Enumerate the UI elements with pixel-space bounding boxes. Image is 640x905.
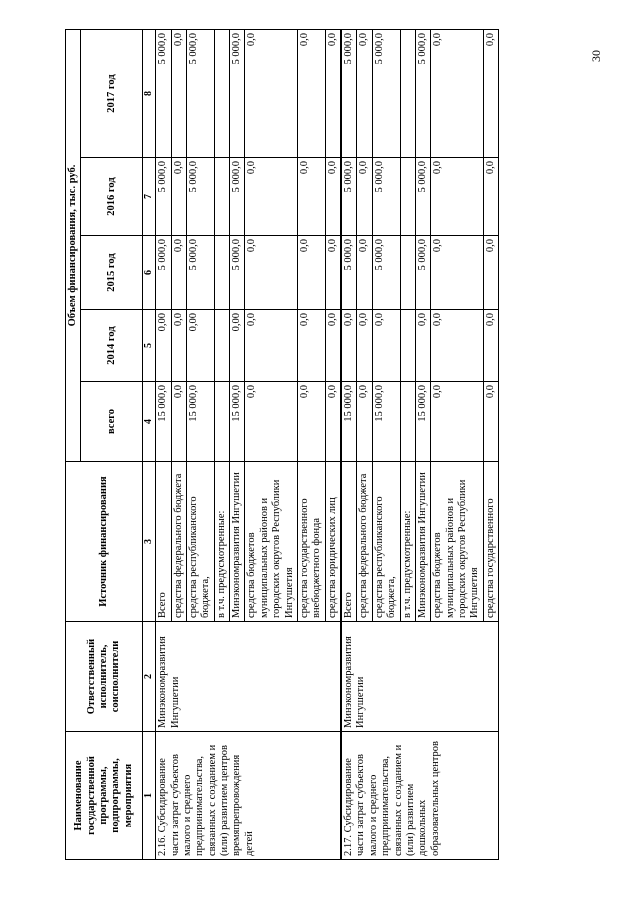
- funding-value: 0,0: [431, 310, 484, 382]
- funding-value: 0,0: [297, 30, 325, 158]
- funding-value: 0,0: [171, 382, 186, 462]
- funding-value: 0,00: [186, 310, 214, 382]
- funding-value: [214, 236, 229, 310]
- funding-source: средства бюджетов муниципальных районов и городских округов Республики Ингушетия: [245, 462, 298, 622]
- funding-value: 5 000,0: [230, 158, 245, 236]
- column-number: 4: [143, 382, 156, 462]
- page-number: 30: [589, 50, 603, 62]
- funding-value: 5 000,0: [341, 30, 357, 158]
- funding-value: [400, 310, 415, 382]
- measure-name: 2.17. Субсидирование части затрат субъектов малого и среднего предпринимательства, связанных с созданием и (или) развитием дошкольных образовательных центров: [341, 732, 499, 860]
- column-number: 3: [143, 462, 156, 622]
- funding-table: [65, 29, 499, 860]
- funding-value: 0,0: [325, 382, 341, 462]
- funding-value: 0,0: [325, 310, 341, 382]
- funding-value: [400, 236, 415, 310]
- column-number: 1: [143, 732, 156, 860]
- funding-value: 5 000,0: [372, 236, 400, 310]
- column-number: 6: [143, 236, 156, 310]
- funding-value: 5 000,0: [230, 236, 245, 310]
- funding-value: 0,0: [171, 310, 186, 382]
- header-2016: 2016 год: [81, 158, 143, 236]
- funding-value: 0,0: [245, 236, 298, 310]
- funding-source: средства бюджетов муниципальных районов и городских округов Республики Ингушетия: [431, 462, 484, 622]
- funding-value: 5 000,0: [156, 236, 171, 310]
- funding-value: 0,0: [325, 158, 341, 236]
- funding-value: 15 000,0: [372, 382, 400, 462]
- funding-source: средства государственного: [483, 462, 498, 622]
- table-row: [156, 30, 171, 860]
- funding-value: 5 000,0: [186, 158, 214, 236]
- column-number: 7: [143, 158, 156, 236]
- header-source: Источник финансирования: [66, 462, 143, 622]
- funding-value: 5 000,0: [186, 236, 214, 310]
- funding-value: 0,0: [171, 30, 186, 158]
- funding-value: 5 000,0: [415, 30, 430, 158]
- funding-value: 0,0: [297, 236, 325, 310]
- funding-source: средства республиканского бюджета,: [186, 462, 214, 622]
- funding-value: 5 000,0: [372, 30, 400, 158]
- funding-value: 0,0: [245, 30, 298, 158]
- executor: Минэкономразвития Ингушетии: [341, 622, 499, 732]
- column-number-row: [143, 30, 156, 860]
- funding-value: 0,0: [431, 30, 484, 158]
- column-number: 5: [143, 310, 156, 382]
- funding-value: 0,0: [431, 236, 484, 310]
- funding-source: Всего: [156, 462, 171, 622]
- funding-value: 0,0: [483, 382, 498, 462]
- funding-value: 0,0: [483, 158, 498, 236]
- funding-value: [214, 382, 229, 462]
- funding-value: 15 000,0: [156, 382, 171, 462]
- funding-value: 5 000,0: [415, 158, 430, 236]
- funding-value: 0,0: [245, 158, 298, 236]
- rotated-table-container: [65, 30, 575, 860]
- funding-source: средства государственного внебюджетного фонда: [297, 462, 325, 622]
- funding-value: [214, 310, 229, 382]
- funding-source: в т.ч. предусмотренные:: [400, 462, 415, 622]
- funding-value: 0,0: [431, 382, 484, 462]
- column-number: 2: [143, 622, 156, 732]
- header-2017: 2017 год: [81, 30, 143, 158]
- funding-value: 0,0: [357, 236, 372, 310]
- funding-value: [400, 158, 415, 236]
- funding-value: 0,0: [245, 382, 298, 462]
- funding-value: 0,0: [415, 310, 430, 382]
- funding-value: 15 000,0: [341, 382, 357, 462]
- header-funding-group: Объем финансирования, тыс. руб.: [66, 30, 81, 462]
- funding-value: 5 000,0: [341, 158, 357, 236]
- funding-source: Минэкономразвития Ингушетии: [230, 462, 245, 622]
- funding-value: 0,0: [341, 310, 357, 382]
- header-2015: 2015 год: [81, 236, 143, 310]
- funding-source: средства федерального бюджета: [357, 462, 372, 622]
- header-measure: Наименование государственной программы, подпрограммы, мероприятия: [66, 732, 143, 860]
- header-2014: 2014 год: [81, 310, 143, 382]
- funding-value: 15 000,0: [186, 382, 214, 462]
- measure-name: 2.16. Субсидирование части затрат субъектов малого и среднего предпринимательства, связанных с созданием и (или) развитием центров времяпрепровождения детей: [156, 732, 341, 860]
- funding-source: средства юридических лиц: [325, 462, 341, 622]
- funding-source: Минэкономразвития Ингушетии: [415, 462, 430, 622]
- funding-source: в т.ч. предусмотренные:: [214, 462, 229, 622]
- funding-value: [400, 30, 415, 158]
- column-number: 8: [143, 30, 156, 158]
- funding-value: 0,0: [483, 310, 498, 382]
- funding-value: 5 000,0: [156, 158, 171, 236]
- executor: Минэкономразвития Ингушетии: [156, 622, 341, 732]
- funding-value: 0,0: [325, 30, 341, 158]
- table-row: [341, 30, 357, 860]
- funding-source: средства республиканского бюджета,: [372, 462, 400, 622]
- funding-value: 0,0: [297, 310, 325, 382]
- funding-value: 0,0: [357, 158, 372, 236]
- funding-value: 0,00: [156, 310, 171, 382]
- funding-value: 0,0: [483, 236, 498, 310]
- funding-value: 0,0: [297, 382, 325, 462]
- funding-value: 0,0: [357, 30, 372, 158]
- funding-value: 0,0: [357, 382, 372, 462]
- funding-value: 0,0: [372, 310, 400, 382]
- funding-value: 0,0: [483, 30, 498, 158]
- funding-value: 0,0: [431, 158, 484, 236]
- funding-value: 0,0: [297, 158, 325, 236]
- funding-value: 15 000,0: [415, 382, 430, 462]
- funding-value: 0,00: [230, 310, 245, 382]
- funding-value: 5 000,0: [186, 30, 214, 158]
- funding-value: 0,0: [357, 310, 372, 382]
- funding-value: 0,0: [325, 236, 341, 310]
- funding-value: 5 000,0: [341, 236, 357, 310]
- funding-value: 5 000,0: [415, 236, 430, 310]
- funding-value: 5 000,0: [372, 158, 400, 236]
- table-body: [156, 30, 499, 860]
- funding-value: 5 000,0: [156, 30, 171, 158]
- funding-value: 0,0: [245, 310, 298, 382]
- funding-source: средства федерального бюджета: [171, 462, 186, 622]
- funding-value: 5 000,0: [230, 30, 245, 158]
- header-executor: Ответственный исполнитель, соисполнители: [66, 622, 143, 732]
- funding-value: [400, 382, 415, 462]
- funding-value: 15 000,0: [230, 382, 245, 462]
- funding-value: 0,0: [171, 236, 186, 310]
- funding-value: 0,0: [171, 158, 186, 236]
- header-total: всего: [81, 382, 143, 462]
- funding-value: [214, 158, 229, 236]
- funding-source: Всего: [341, 462, 357, 622]
- funding-value: [214, 30, 229, 158]
